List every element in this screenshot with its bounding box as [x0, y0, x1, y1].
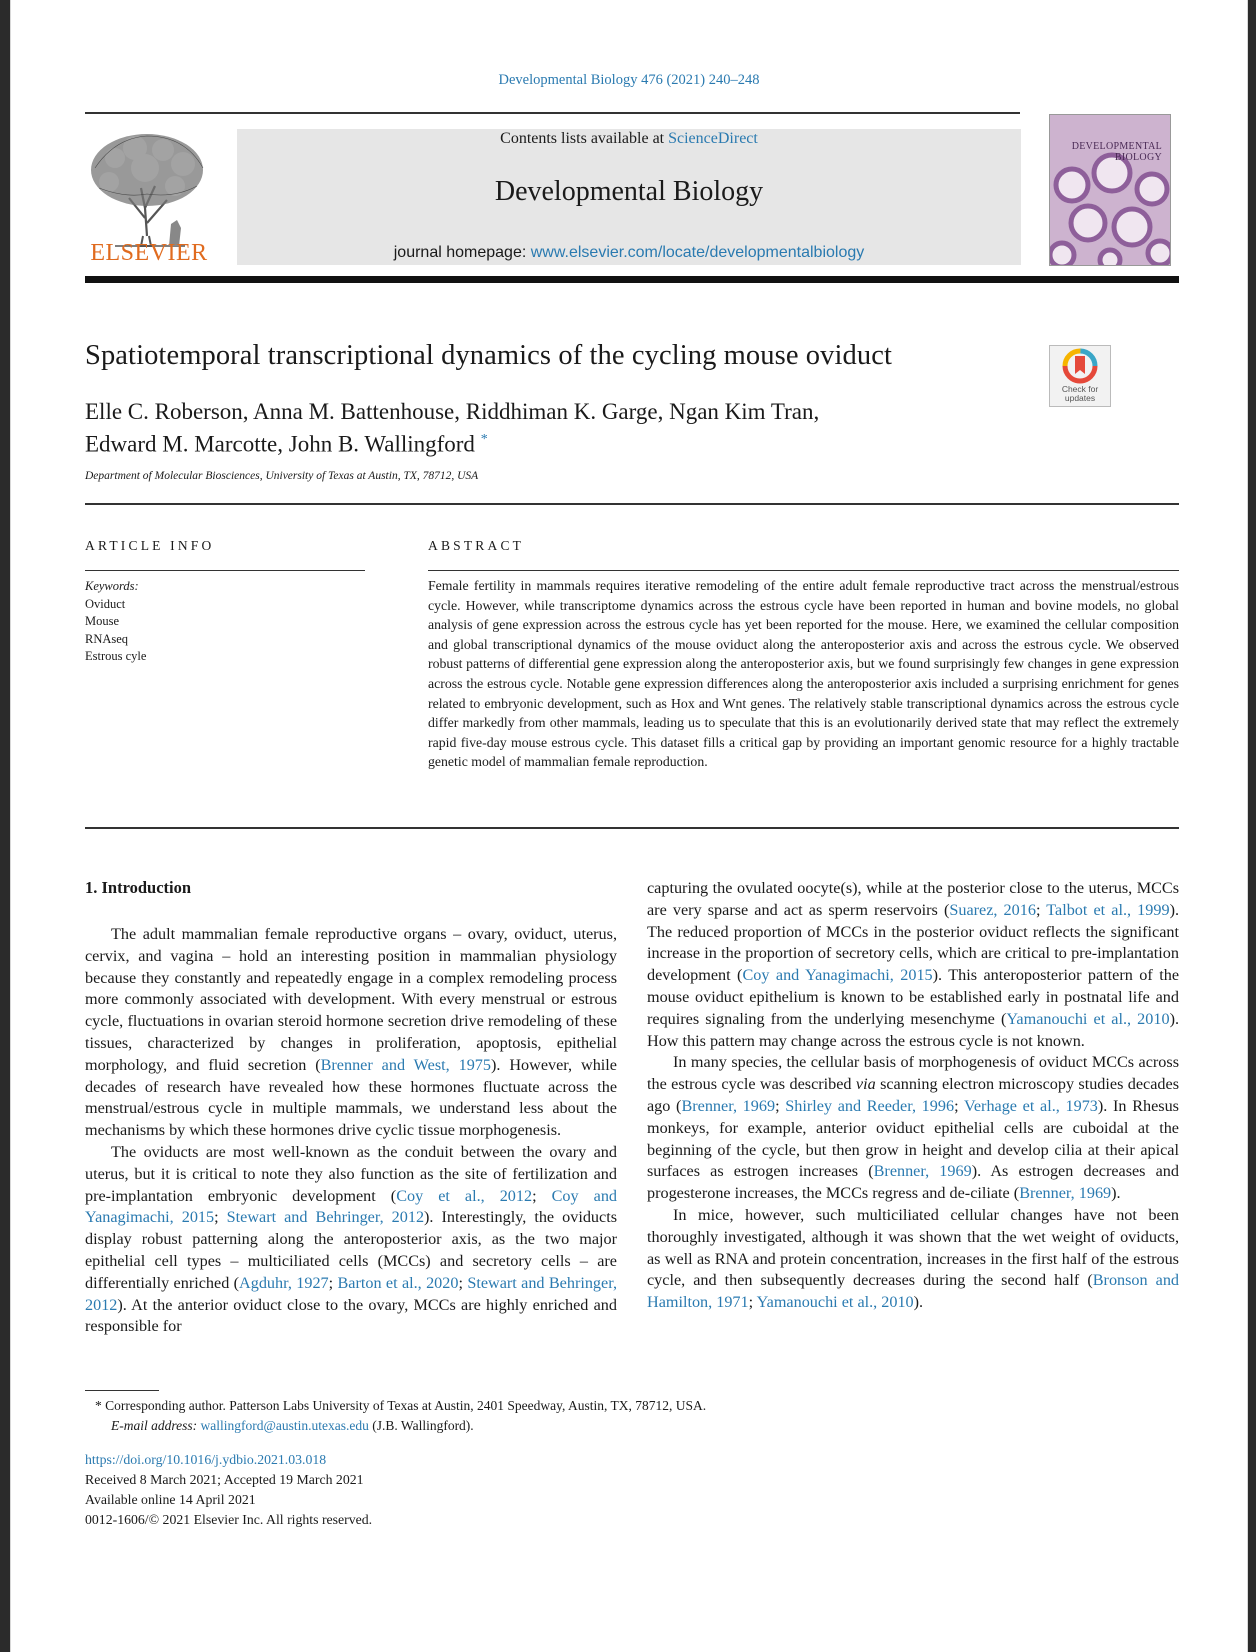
crossmark-label [1050, 385, 1110, 403]
keywords-label: Keywords: [85, 579, 139, 593]
check-for-updates-badge[interactable] [1049, 345, 1111, 407]
intro-paragraph-2 [85, 1142, 617, 1338]
journal-reference-link[interactable]: Developmental Biology 476 (2021) 240–248 [498, 72, 760, 88]
doi-link[interactable]: https://doi.org/10.1016/j.ydbio.2021.03.018 [85, 1452, 327, 1467]
crossmark-label-line1: Check for [1061, 384, 1099, 394]
citation-link[interactable]: Talbot et al., 1999 [1046, 900, 1170, 919]
text-run: ; [748, 1293, 757, 1312]
citation-link[interactable]: Brenner, 1969 [873, 1162, 972, 1181]
text-run: ; [214, 1208, 227, 1227]
text-run: In many species, the cellular basis of morphogenesis of oviduct MCCs across the estrous cycle was described [647, 1053, 1179, 1094]
online-date: Available online 14 April 2021 [85, 1492, 256, 1507]
keyword-item: RNAseq [85, 631, 129, 646]
text-run: ). Interestingly, the oviducts display robust patterning along the anteroposterior axis, as the two major epithelial cell types – multiciliated cells (MCCs) and secretory cells – are differentially enriched ( [85, 1208, 617, 1292]
intro-paragraph-2-continued [647, 878, 1179, 1052]
received-date: Received 8 March 2021; Accepted 19 March 2021 [85, 1472, 364, 1487]
crossmark-icon [1050, 346, 1110, 386]
viewer-frame-left [0, 0, 10, 1652]
author-list [85, 398, 819, 459]
journal-homepage-line [237, 244, 1021, 262]
text-run: ). At the anterior oviduct close to the ovary, MCCs are highly enriched and responsible for [85, 1295, 617, 1336]
journal-cover-image[interactable] [1049, 114, 1171, 266]
citation-link[interactable]: Yamanouchi et al., 2010 [1006, 1009, 1170, 1028]
footnote-text: Corresponding author. Patterson Labs University of Texas at Austin, 2401 Speedway, Austin, TX, 78712, USA. [101, 1398, 707, 1413]
citation-link[interactable]: Verhage et al., 1973 [963, 1096, 1098, 1115]
text-run: ; [954, 1096, 964, 1115]
footnote-mark: * [95, 1398, 102, 1413]
citation-link[interactable]: Stewart and Behringer, 2012 [226, 1208, 425, 1227]
introduction-heading: 1. Introduction [85, 878, 192, 897]
header-thick-rule [85, 276, 1179, 283]
affiliation: Department of Molecular Biosciences, University of Texas at Austin, TX, 78712, USA [85, 470, 479, 482]
crossmark-label-line2: updates [1064, 393, 1096, 403]
text-run: ; [328, 1273, 338, 1292]
rule-after-affiliation [85, 503, 1179, 505]
corresponding-author-mark[interactable]: * [480, 432, 488, 447]
email-label: E-mail address: [111, 1418, 198, 1433]
article-info-rule [85, 570, 365, 571]
text-run: ; [532, 1186, 552, 1205]
corresponding-author-footnote [85, 1396, 706, 1436]
citation-link[interactable]: Stewart and Behringer, 2012 [85, 1273, 617, 1314]
body-column-left [85, 924, 617, 1338]
footnote-line1 [85, 1396, 706, 1416]
text-run: ). [913, 1293, 924, 1312]
homepage-prefix: journal homepage: [393, 244, 531, 261]
abstract-text: Female fertility in mammals requires iterative remodeling of the entire adult female reproductive tract across the menstrual/estrous cycle. However, while transcriptome dynamics across the estrous cycle have been reported in human and bovine models, no global analysis of gene expression across the estrous cycle has yet been reported for the mouse. Here, we examined the cellular composition and global transcriptional dynamics of the mouse oviduct along the anteroposterior axis and across the estrous cycle. We observed robust patterns of differential gene expression along the anteroposterior axis, but we found surprisingly few changes in gene expression across the estrous cycle. Notable gene expression differences along the anteroposterior axis included a surprising enrichment for genes related to embryonic development, such as Hox and Wnt genes. The relatively stable transcriptional dynamics across the estrous cycle differ markedly from other mammals, leading us to speculate that this is an evolutionarily derived state that may reflect the extremely rapid five-day mouse estrous cycle. This dataset fills a critical gap by providing an important genomic resource for a highly tractable genetic model of mammalian female reproduction. [428, 578, 1179, 770]
authors-line2 [85, 426, 819, 459]
authors-line1: Elle C. Roberson, Anna M. Battenhouse, Riddhiman K. Garge, Ngan Kim Tran, [85, 399, 820, 424]
text-run: ; [458, 1273, 468, 1292]
cover-title-line1: DEVELOPMENTAL [1071, 141, 1162, 152]
copyright: 0012-1606/© 2021 Elsevier Inc. All rights reserved. [85, 1512, 373, 1527]
contents-line [237, 130, 1021, 148]
citation-link[interactable]: Bronson and Hamilton, 1971 [647, 1271, 1180, 1312]
text-run: ). This anteroposterior pattern of the mouse oviduct epithelium is known to be established early in postnatal life and requires signaling from the underlying mesenchyme ( [647, 966, 1179, 1028]
article-info-heading: ARTICLE INFO [85, 538, 215, 553]
text-run: The oviducts are most well-known as the conduit between the ovary and uterus, but it is critical to note they also function as the site of fertilization and pre-implantation embryonic development ( [85, 1142, 617, 1205]
contents-prefix: Contents lists available at [500, 130, 669, 147]
abstract-heading: ABSTRACT [428, 538, 525, 553]
publication-info [85, 1450, 372, 1530]
citation-link[interactable]: Brenner and West, 1975 [320, 1055, 491, 1074]
text-run: ). As estrogen decreases and progesterone increases, the MCCs regress and de-ciliate ( [647, 1162, 1179, 1203]
rule-after-abstract [85, 827, 1179, 829]
keyword-item: Mouse [85, 614, 120, 628]
keywords-block [85, 578, 146, 666]
footnote-line2 [85, 1416, 706, 1436]
text-run: ). However, while decades of research have revealed how these hormones fluctuate across the menstrual/estrous cycle in multiple mammals, we understand less about the mechanisms by which these hormones drive cyclic tissue morphogenesis. [85, 1055, 617, 1140]
text-run: ). The reduced proportion of MCCs in the posterior oviduct reflects the significant increase in the proportion of secretory cells, which are critical to pre-implantation development ( [647, 900, 1179, 985]
pdf-page [10, 0, 1248, 1652]
text-run: ). How this pattern may change across the estrous cycle is not known. [647, 1009, 1179, 1050]
cover-title-line2: BIOLOGY [1114, 152, 1162, 163]
abstract-rule [428, 570, 1179, 571]
text-run: scanning electron microscopy studies decades ago ( [647, 1075, 1179, 1115]
text-run: ). In Rhesus monkeys, for example, anterior oviduct epithelial cells are cuboidal at the beginning of the cycle, but then grow in height and develop cilia at their apical surfaces as estrogen increases ( [647, 1096, 1179, 1181]
citation-link[interactable]: Barton et al., 2020 [337, 1273, 459, 1292]
citation-link[interactable]: Yamanouchi et al., 2010 [756, 1293, 914, 1312]
text-run-italic: via [855, 1075, 876, 1094]
text-run: ). [1111, 1184, 1121, 1203]
header-rule [85, 112, 1020, 114]
citation-link[interactable]: Coy et al., 2012 [396, 1186, 533, 1205]
citation-link[interactable]: Agduhr, 1927 [239, 1273, 329, 1292]
intro-paragraph-3 [647, 1052, 1179, 1205]
text-run: ; [1035, 900, 1047, 919]
keyword-item: Oviduct [85, 596, 126, 611]
email-suffix: (J.B. Wallingford). [368, 1418, 474, 1433]
citation-link[interactable]: Coy and Yanagimachi, 2015 [85, 1186, 618, 1227]
text-run: In mice, however, such multiciliated cellular changes have not been thoroughly investigated, although it was shown that the wet weight of oviducts, as well as RNA and protein concentration, increases in the first half of the estrous cycle, and then subsequently decreases during the second half ( [647, 1205, 1179, 1290]
journal-title: Developmental Biology [494, 176, 764, 207]
citation-link[interactable]: Brenner, 1969 [1019, 1184, 1112, 1203]
text-run: The adult mammalian female reproductive organs – ovary, oviduct, uterus, cervix, and vagina – hold an interesting position in mammalian physiology because they constantly and repeatedly engage in a complex remodeling process more commonly associated with development. With every menstrual or estrous cycle, fluctuations in ovarian steroid hormone secretion drive remodeling of these tissues, characterized by changes in proliferation, apoptosis, epithelial morphology, and fluid secretion ( [85, 925, 617, 1074]
cover-tissue-pattern [1050, 115, 1170, 265]
article-title: Spatiotemporal transcriptional dynamics of the cycling mouse oviduct [85, 340, 892, 371]
journal-homepage-link[interactable]: www.elsevier.com/locate/developmentalbiology [530, 244, 865, 261]
citation-link[interactable]: Brenner, 1969 [681, 1096, 776, 1115]
text-run: capturing the ovulated oocyte(s), while at the posterior close to the uterus, MCCs are very sparse and act as sperm reservoirs ( [647, 879, 1179, 919]
authors-line2-text: Edward M. Marcotte, John B. Wallingford [85, 431, 475, 457]
elsevier-wordmark: ELSEVIER [90, 240, 208, 266]
citation-link[interactable]: Shirley and Reeder, 1996 [785, 1096, 955, 1115]
keyword-item: Estrous cyle [85, 649, 147, 663]
body-column-right [647, 878, 1179, 1314]
footnote-rule [85, 1390, 159, 1391]
email-link[interactable]: wallingford@austin.utexas.edu [200, 1418, 369, 1433]
intro-paragraph-1 [85, 924, 617, 1142]
text-run: ; [775, 1096, 786, 1115]
sciencedirect-link[interactable]: ScienceDirect [668, 130, 758, 147]
cover-title [1072, 141, 1162, 163]
citation-link[interactable]: Coy and Yanagimachi, 2015 [742, 966, 933, 985]
citation-link[interactable]: Suarez, 2016 [949, 900, 1036, 919]
intro-paragraph-4 [647, 1205, 1179, 1314]
